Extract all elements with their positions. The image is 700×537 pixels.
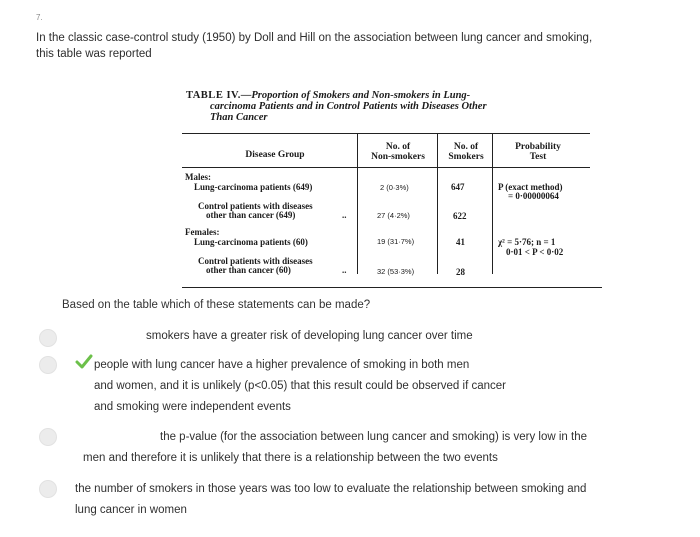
option-d-text[interactable] — [75, 479, 586, 521]
question-number: 7. — [36, 13, 43, 22]
table-divider-2 — [437, 134, 438, 274]
row-male-control-l1: Control patients with diseases — [198, 201, 313, 211]
prompt-line-1: In the classic case-control study (1950) by Doll and Hill on the association between lung cancer and smoking, — [36, 32, 593, 44]
option-b-line-1: people with lung cancer have a higher prevalence of smoking in both men — [94, 359, 470, 371]
option-b-line-3: and smoking were independent events — [94, 401, 291, 413]
option-c-radio[interactable] — [39, 428, 57, 446]
females-label: Females: — [185, 227, 220, 237]
option-a-text[interactable] — [146, 326, 473, 347]
row-female-control-l2: other than cancer (60) — [206, 265, 291, 275]
smokers-female-control: 28 — [456, 267, 465, 277]
option-b-line-2: and women, and it is unlikely (p<0.05) that this result could be observed if cancer — [94, 380, 506, 392]
row-female-control-l1: Control patients with diseases — [198, 256, 313, 266]
prob-male-l2: = 0·00000064 — [508, 191, 559, 201]
option-c-text-cont[interactable] — [83, 448, 498, 469]
table-top-rule — [182, 133, 590, 134]
option-a-line-1: smokers have a greater risk of developing lung cancer over time — [146, 330, 473, 342]
table-header-rule — [182, 167, 590, 168]
option-c-line-1: the p-value (for the association between lung cancer and smoking) is very low in the — [160, 431, 588, 443]
header-smokers — [440, 142, 492, 162]
header-nonsmokers-l2: Non-smokers — [371, 152, 425, 162]
question-prompt — [36, 30, 666, 62]
row-female-control-dots: .. — [342, 265, 347, 275]
smokers-female-lung: 41 — [456, 237, 465, 247]
nonsmokers-male-lung: 2 (0·3%) — [380, 183, 409, 192]
prob-male-l1: P (exact method) — [498, 182, 563, 192]
row-male-lung: Lung-carcinoma patients (649) — [194, 182, 313, 192]
males-label: Males: — [185, 172, 211, 182]
row-female-lung: Lung-carcinoma patients (60) — [194, 237, 308, 247]
prob-female-l2: 0·01 < P < 0·02 — [506, 247, 564, 257]
checkmark-icon — [75, 354, 93, 370]
table-bottom-rule — [182, 287, 602, 288]
header-smokers-l1: No. of — [453, 142, 479, 152]
nonsmokers-female-control: 32 (53·3%) — [377, 267, 415, 276]
header-nonsmokers-l1: No. of — [385, 142, 411, 152]
nonsmokers-male-control: 27 (4·2%) — [377, 211, 410, 220]
header-probability-l2: Test — [529, 152, 547, 162]
table-caption-line-3: Than Cancer — [210, 112, 268, 123]
header-disease-group: Disease Group — [245, 150, 305, 160]
table-label: TABLE IV. — [186, 90, 241, 101]
option-c-line-2: men and therefore it is unlikely that there is a relationship between the two events — [83, 452, 498, 464]
row-male-control-dots: .. — [342, 210, 347, 220]
option-a-radio[interactable] — [39, 329, 57, 347]
table-divider-1 — [357, 134, 358, 274]
scanned-table — [180, 90, 595, 290]
option-c-text[interactable] — [160, 427, 587, 448]
prompt-line-2: this table was reported — [36, 48, 152, 60]
smokers-male-lung: 647 — [451, 182, 465, 192]
table-caption-line-1: —Proportion of Smokers and Non-smokers in Lung- — [240, 90, 471, 101]
nonsmokers-female-lung: 19 (31·7%) — [377, 237, 415, 246]
option-d-radio[interactable] — [39, 480, 57, 498]
table-divider-3 — [492, 134, 493, 274]
header-smokers-l2: Smokers — [448, 152, 484, 162]
table-caption-line-2: carcinoma Patients and in Control Patients with Diseases Other — [210, 101, 487, 112]
row-male-control-l2: other than cancer (649) — [206, 210, 296, 220]
option-d-line-1: the number of smokers in those years was too low to evaluate the relationship between smoking and — [75, 483, 587, 495]
header-probability-l1: Probability — [515, 142, 561, 152]
table-caption — [186, 90, 591, 123]
header-nonsmokers — [360, 142, 436, 162]
question-text: Based on the table which of these statements can be made? — [62, 299, 371, 311]
smokers-male-control: 622 — [453, 211, 467, 221]
option-b-text[interactable] — [94, 355, 506, 418]
option-b-radio[interactable] — [39, 356, 57, 374]
option-d-line-2: lung cancer in women — [75, 504, 187, 516]
header-probability — [498, 142, 578, 162]
prob-female-l1: χ² = 5·76; n = 1 — [498, 237, 556, 247]
